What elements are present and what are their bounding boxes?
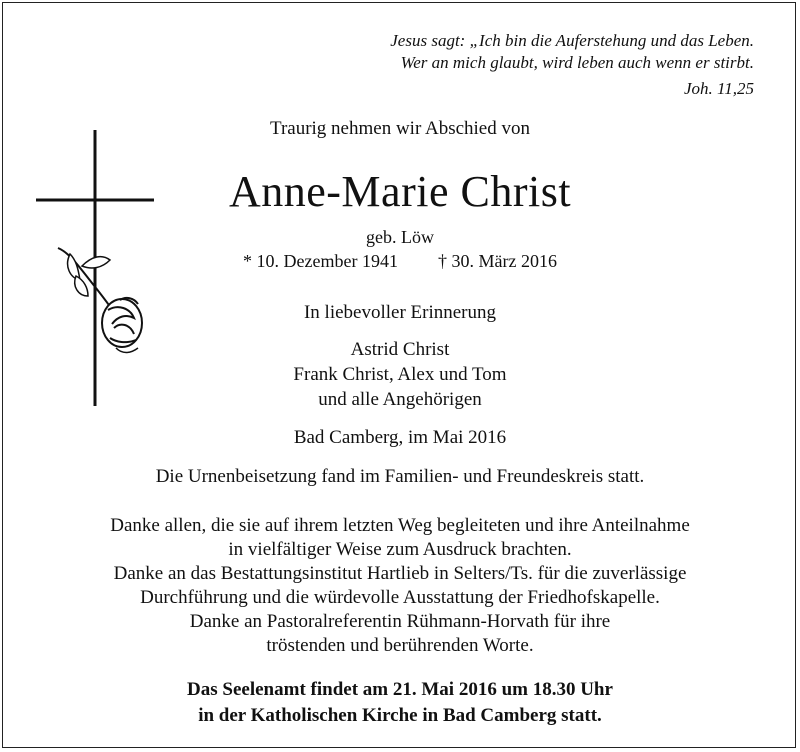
family-list	[0, 337, 800, 412]
birth-date: * 10. Dezember 1941	[243, 251, 398, 271]
death-date: † 30. März 2016	[437, 251, 557, 271]
thanks-section	[0, 514, 800, 658]
intro-text: Traurig nehmen wir Abschied von	[270, 118, 530, 139]
mass-line-1: Das Seelenamt findet am 21. Mai 2016 um 18.30 Uhr	[187, 679, 613, 700]
life-dates	[0, 249, 800, 273]
thanks-line: tröstenden und berührenden Worte.	[266, 635, 534, 656]
thanks-line: Durchführung und die würdevolle Ausstattung der Friedhofskapelle.	[140, 587, 660, 608]
bible-quote	[390, 30, 754, 100]
family-member: Frank Christ, Alex und Tom	[293, 364, 507, 385]
mass-notice	[0, 677, 800, 729]
place-date: Bad Camberg, im Mai 2016	[293, 427, 507, 448]
urn-notice: Die Urnenbeisetzung fand im Familien- und Freundeskreis statt.	[155, 466, 645, 487]
deceased-name: Anne-Marie Christ	[228, 167, 572, 216]
memory-heading: In liebevoller Erinnerung	[303, 302, 497, 323]
mass-line-2: in der Katholischen Kirche in Bad Camberg statt.	[198, 705, 602, 726]
quote-reference: Joh. 11,25	[683, 79, 754, 98]
thanks-line: in vielfältiger Weise zum Ausdruck brachten.	[228, 539, 572, 560]
memory-section	[0, 300, 800, 412]
quote-line-2: Wer an mich glaubt, wird leben auch wenn er stirbt.	[400, 53, 754, 72]
quote-line-1: Jesus sagt: „Ich bin die Auferstehung und das Leben.	[390, 31, 754, 50]
thanks-line: Danke allen, die sie auf ihrem letzten Weg begleiteten und ihre Anteilnahme	[110, 515, 690, 536]
family-member: und alle Angehörigen	[318, 389, 482, 410]
thanks-line: Danke an das Bestattungsinstitut Hartlieb in Selters/Ts. für die zuverlässige	[113, 563, 687, 584]
family-member: Astrid Christ	[350, 339, 450, 360]
thanks-line: Danke an Pastoralreferentin Rühmann-Horvath für ihre	[189, 611, 611, 632]
birth-details	[0, 225, 800, 273]
maiden-name: geb. Löw	[366, 227, 434, 247]
